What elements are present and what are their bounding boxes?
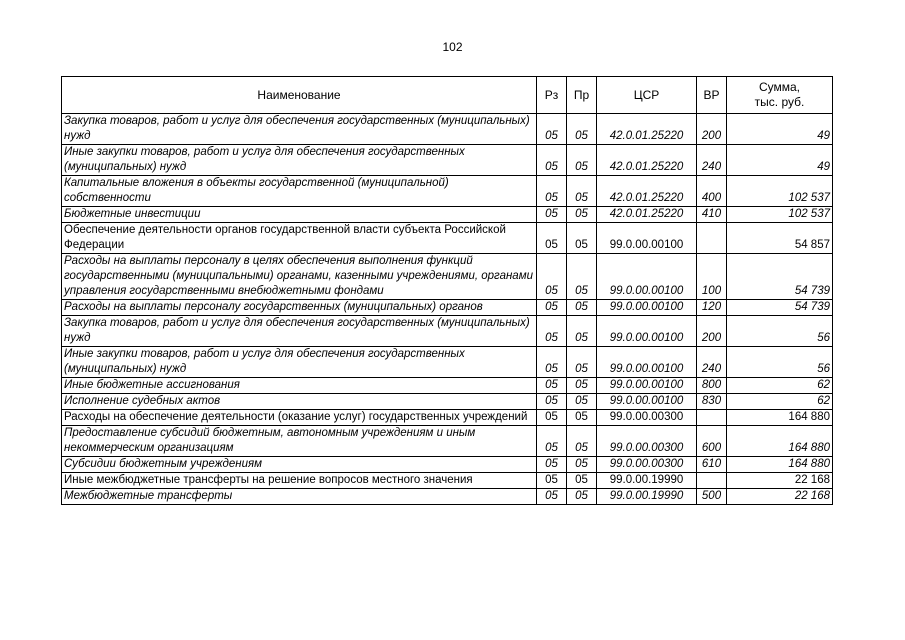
cell-pr: 05	[567, 114, 597, 145]
cell-pr: 05	[567, 176, 597, 207]
cell-name: Обеспечение деятельности органов государственной власти субъекта Российской Федерации	[62, 223, 537, 254]
cell-vr: 600	[697, 426, 727, 457]
table-row	[62, 114, 833, 145]
cell-vr: 800	[697, 378, 727, 394]
cell-sum: 164 880	[727, 426, 833, 457]
cell-pr: 05	[567, 254, 597, 300]
cell-csr: 99.0.00.00300	[597, 426, 697, 457]
cell-sum: 56	[727, 347, 833, 378]
cell-pr: 05	[567, 378, 597, 394]
cell-vr: 400	[697, 176, 727, 207]
cell-vr: 200	[697, 114, 727, 145]
cell-vr: 240	[697, 347, 727, 378]
cell-csr: 99.0.00.00100	[597, 316, 697, 347]
header-name: Наименование	[62, 77, 537, 114]
cell-name: Бюджетные инвестиции	[62, 207, 537, 223]
cell-sum: 164 880	[727, 457, 833, 473]
cell-pr: 05	[567, 410, 597, 426]
cell-csr: 99.0.00.00100	[597, 394, 697, 410]
cell-pr: 05	[567, 394, 597, 410]
table-row	[62, 300, 833, 316]
table-row	[62, 457, 833, 473]
cell-rz: 05	[537, 207, 567, 223]
cell-name: Расходы на выплаты персоналу государственных (муниципальных) органов	[62, 300, 537, 316]
table-row	[62, 316, 833, 347]
cell-rz: 05	[537, 457, 567, 473]
header-sum: Сумма, тыс. руб.	[727, 77, 833, 114]
cell-csr: 99.0.00.00300	[597, 457, 697, 473]
cell-csr: 99.0.00.00100	[597, 378, 697, 394]
cell-vr: 120	[697, 300, 727, 316]
cell-rz: 05	[537, 254, 567, 300]
cell-rz: 05	[537, 176, 567, 207]
cell-pr: 05	[567, 207, 597, 223]
cell-vr: 240	[697, 145, 727, 176]
cell-sum: 102 537	[727, 176, 833, 207]
cell-name: Закупка товаров, работ и услуг для обеспечения государственных (муниципальных) нужд	[62, 114, 537, 145]
cell-sum: 54 857	[727, 223, 833, 254]
cell-name: Предоставление субсидий бюджетным, автономным учреждениям и иным некоммерческим организациям	[62, 426, 537, 457]
table-row	[62, 223, 833, 254]
table-row	[62, 426, 833, 457]
cell-rz: 05	[537, 473, 567, 489]
cell-csr: 99.0.00.00100	[597, 254, 697, 300]
cell-pr: 05	[567, 457, 597, 473]
cell-csr: 42.0.01.25220	[597, 145, 697, 176]
cell-vr	[697, 473, 727, 489]
cell-sum: 62	[727, 378, 833, 394]
cell-sum: 49	[727, 114, 833, 145]
table-row	[62, 394, 833, 410]
cell-pr: 05	[567, 316, 597, 347]
table-body	[62, 114, 833, 505]
table-row	[62, 489, 833, 505]
cell-rz: 05	[537, 223, 567, 254]
cell-sum: 49	[727, 145, 833, 176]
cell-csr: 99.0.00.00100	[597, 223, 697, 254]
cell-name: Иные межбюджетные трансферты на решение вопросов местного значения	[62, 473, 537, 489]
header-rz: Рз	[537, 77, 567, 114]
table-row	[62, 145, 833, 176]
cell-vr: 200	[697, 316, 727, 347]
header-pr: Пр	[567, 77, 597, 114]
table-row	[62, 378, 833, 394]
cell-rz: 05	[537, 316, 567, 347]
cell-rz: 05	[537, 145, 567, 176]
cell-sum: 54 739	[727, 300, 833, 316]
table-row	[62, 254, 833, 300]
header-vr: ВР	[697, 77, 727, 114]
cell-rz: 05	[537, 426, 567, 457]
cell-sum: 164 880	[727, 410, 833, 426]
cell-name: Закупка товаров, работ и услуг для обеспечения государственных (муниципальных) нужд	[62, 316, 537, 347]
cell-csr: 99.0.00.19990	[597, 489, 697, 505]
cell-rz: 05	[537, 300, 567, 316]
cell-rz: 05	[537, 114, 567, 145]
cell-csr: 99.0.00.19990	[597, 473, 697, 489]
cell-pr: 05	[567, 489, 597, 505]
cell-sum: 22 168	[727, 473, 833, 489]
cell-sum: 22 168	[727, 489, 833, 505]
cell-vr: 830	[697, 394, 727, 410]
page-number: 102	[442, 40, 463, 54]
cell-name: Расходы на обеспечение деятельности (оказание услуг) государственных учреждений	[62, 410, 537, 426]
cell-vr: 100	[697, 254, 727, 300]
cell-csr: 99.0.00.00100	[597, 300, 697, 316]
budget-table	[61, 76, 833, 505]
cell-sum: 62	[727, 394, 833, 410]
cell-csr: 42.0.01.25220	[597, 114, 697, 145]
cell-rz: 05	[537, 378, 567, 394]
cell-pr: 05	[567, 223, 597, 254]
cell-rz: 05	[537, 347, 567, 378]
table-row	[62, 410, 833, 426]
table-row	[62, 347, 833, 378]
cell-sum: 56	[727, 316, 833, 347]
cell-sum: 54 739	[727, 254, 833, 300]
cell-rz: 05	[537, 394, 567, 410]
cell-csr: 42.0.01.25220	[597, 207, 697, 223]
cell-vr: 410	[697, 207, 727, 223]
cell-csr: 42.0.01.25220	[597, 176, 697, 207]
header-csr: ЦСР	[597, 77, 697, 114]
cell-vr: 500	[697, 489, 727, 505]
table-row	[62, 207, 833, 223]
table-row	[62, 473, 833, 489]
cell-name: Межбюджетные трансферты	[62, 489, 537, 505]
cell-rz: 05	[537, 410, 567, 426]
cell-pr: 05	[567, 426, 597, 457]
cell-vr: 610	[697, 457, 727, 473]
cell-vr	[697, 223, 727, 254]
cell-pr: 05	[567, 473, 597, 489]
cell-name: Иные закупки товаров, работ и услуг для обеспечения государственных (муниципальных) нужд	[62, 145, 537, 176]
cell-name: Иные бюджетные ассигнования	[62, 378, 537, 394]
cell-name: Иные закупки товаров, работ и услуг для обеспечения государственных (муниципальных) нужд	[62, 347, 537, 378]
cell-csr: 99.0.00.00300	[597, 410, 697, 426]
cell-name: Капитальные вложения в объекты государственной (муниципальной) собственности	[62, 176, 537, 207]
table-row	[62, 176, 833, 207]
cell-name: Субсидии бюджетным учреждениям	[62, 457, 537, 473]
cell-pr: 05	[567, 347, 597, 378]
table-header-row	[62, 77, 833, 114]
cell-csr: 99.0.00.00100	[597, 347, 697, 378]
cell-pr: 05	[567, 145, 597, 176]
cell-sum: 102 537	[727, 207, 833, 223]
cell-name: Расходы на выплаты персоналу в целях обеспечения выполнения функций государственными (муниципальными) органами, казенными учреждениями, органами управления государственными внебюджетными фондами	[62, 254, 537, 300]
cell-name: Исполнение судебных актов	[62, 394, 537, 410]
cell-rz: 05	[537, 489, 567, 505]
cell-vr	[697, 410, 727, 426]
cell-pr: 05	[567, 300, 597, 316]
